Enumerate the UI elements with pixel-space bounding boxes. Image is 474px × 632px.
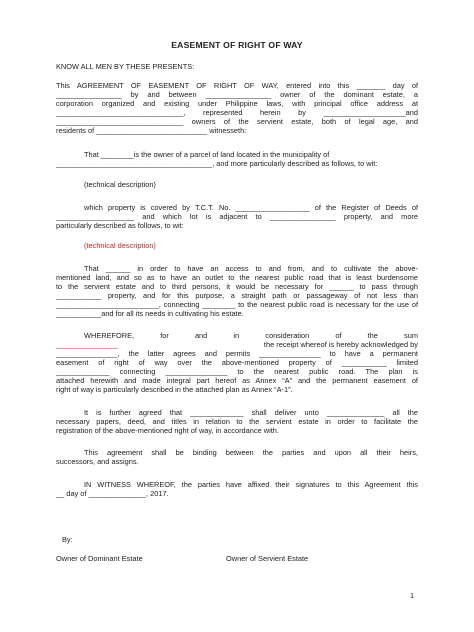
intro-line: KNOW ALL MEN BY THESE PRESENTS: [56, 62, 195, 71]
p4-line: ___________and for all its needs in cultivating his estate. [56, 309, 244, 318]
p4-line: to the servient estate and to third persons, it would be necessary for ______ to pass through [56, 282, 418, 291]
signature-dominant-owner: Owner of Dominant Estate [56, 554, 143, 563]
p5-line: _____________ connecting _______________ to the nearest public road. The plan is [56, 367, 418, 376]
p1-line: ________________ by and between ________________ owner of the dominant estate, a [56, 90, 418, 99]
p1-line: _______________________________ owners of the servient estate, both of legal age, and [56, 117, 418, 126]
p5-line: right of way is particularly described in the attached plan as Annex “A-1”. [56, 385, 293, 394]
p3-line: which property is covered by T.C.T. No. __________________ of the Register of Deeds of [84, 203, 418, 212]
p5-word: for [160, 331, 169, 340]
p5-line: _______________, the latter agrees and permits _______________ to have a permanent [56, 349, 418, 358]
p5-word: of [335, 331, 342, 340]
p1-line: _______________________________, represented herein by ____________________and [56, 108, 418, 117]
p3-line: ___________________ and which lot is adjacent to ________________ property, and more [56, 212, 418, 221]
p8-line: __ day of ______________, 2017. [56, 489, 169, 498]
p1-line: residents of ___________________________ witnesseth: [56, 126, 247, 135]
page-number: 1 [410, 591, 415, 600]
p5-receipt-text: the receipt whereof is hereby acknowledged by [263, 340, 418, 349]
p5-first-line [84, 331, 418, 340]
p2-line: That ________is the owner of a parcel of land located in the municipality of [84, 150, 330, 159]
p2-line: ______________________________________, and more particularly described as follows, to wit: [56, 159, 378, 168]
p5-word: WHEREFORE, [84, 331, 135, 340]
consideration-amount-blank: _______________ [56, 340, 118, 349]
p3-line: particularly described as follows, to wit: [56, 221, 184, 230]
p5-second-line [56, 340, 418, 349]
p5-line: attached herewith and made integral part hereof as Annex “A” and the permanent easement of [56, 376, 418, 385]
p5-word: and [194, 331, 208, 340]
p5-line: easement of right of way over the above-mentioned property of ___________ limited [56, 358, 418, 367]
by-label: By: [62, 535, 73, 544]
p7-line: successors, and assigns. [56, 457, 139, 466]
p4-line: ___________ property, and for this purpose, a straight path or passageway of not less than [56, 291, 418, 300]
technical-description-1: (technical description) [84, 180, 156, 189]
p5-word: the [367, 331, 378, 340]
p8-line: IN WITNESS WHEREOF, the parties have affixed their signatures to this Agreement this [84, 480, 418, 489]
p1-line: This AGREEMENT OF EASEMENT OF RIGHT OF WAY, entered into this _______ day of [56, 81, 418, 90]
p5-word: sum [404, 331, 418, 340]
p4-line: That ______ in order to have an access to and from, and to cultivate the above- [84, 264, 418, 273]
p4-line: _________________________, connecting ________ to the nearest public road is necessary for the use of [56, 300, 418, 309]
p5-word: in [233, 331, 240, 340]
p5-word: consideration [265, 331, 310, 340]
p4-line: mentioned land, and so as to have an outlet to the nearest public road that is least burdensome [56, 273, 418, 282]
p6-line: necessary papers, deed, and titles in relation to the servient estate in order to facilitate the [56, 417, 418, 426]
p7-line: This agreement shall be binding between the parties and upon all their heirs, [84, 448, 418, 457]
p6-line: It is further agreed that _____________ shall deliver unto ______________ all the [84, 408, 418, 417]
document-title: EASEMENT OF RIGHT OF WAY [171, 40, 303, 50]
signature-servient-owner: Owner of Servient Estate [226, 554, 309, 563]
p1-line: corporation organized and existing under Philippine laws, with principal office address at [56, 99, 418, 108]
technical-description-2: (technical description) [84, 241, 156, 250]
p6-line: registration of the above-mentioned right of way, in accordance with. [56, 426, 279, 435]
